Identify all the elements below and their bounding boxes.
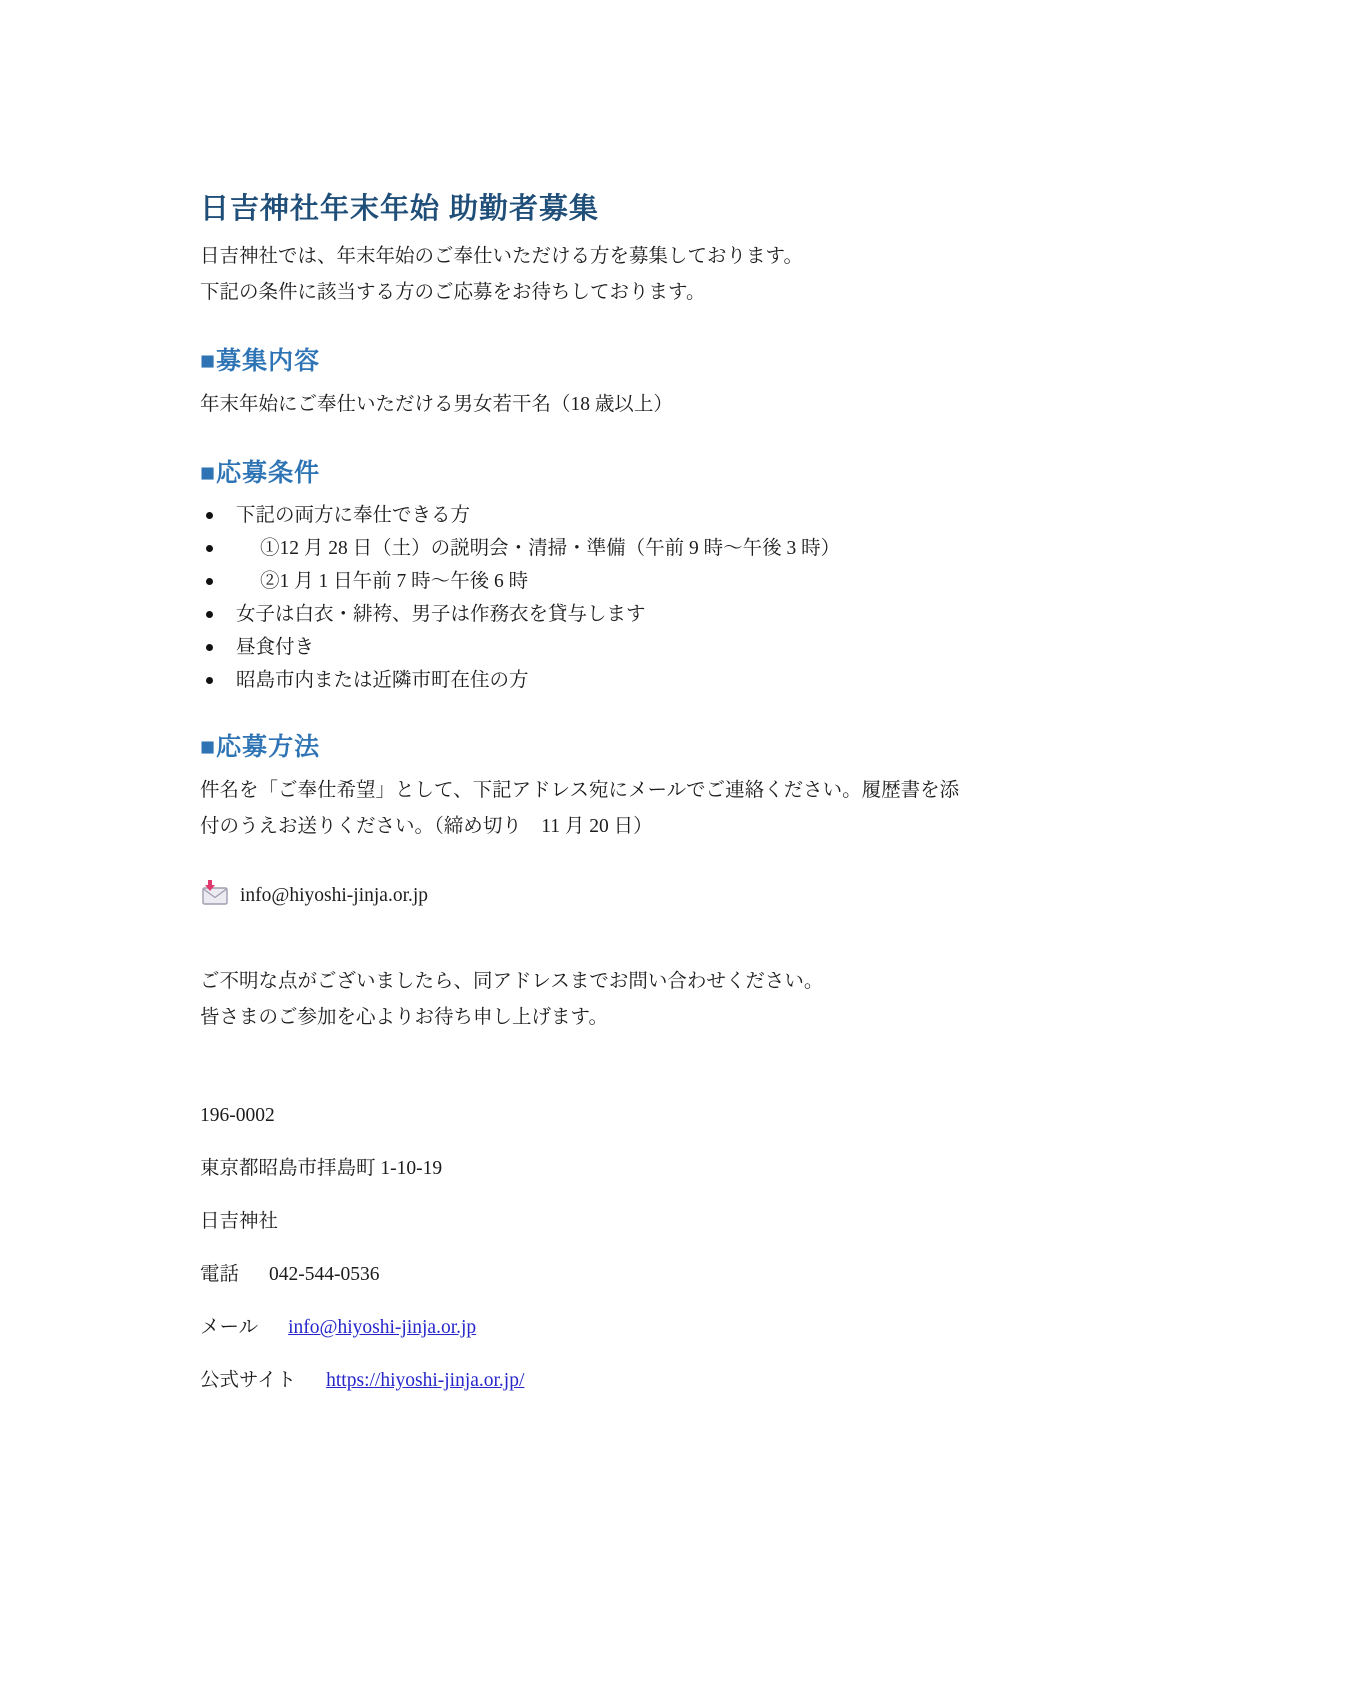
- list-item: [200, 565, 1180, 598]
- closing-line-1: ご不明な点がございましたら、同アドレスまでお問い合わせください。: [200, 971, 824, 992]
- bullet-icon: [206, 578, 213, 585]
- bullet-icon: [206, 545, 213, 552]
- list-item-text: 下記の両方に奉仕できる方: [236, 505, 471, 526]
- bullet-icon: [206, 611, 213, 618]
- contact-block: [200, 1102, 1180, 1394]
- apply-body-line-1: 件名を「ご奉仕希望」として、下記アドレス宛にメールでご連絡ください。履歴書を添: [200, 780, 960, 801]
- apply-body-line-2: 付のうえお送りください。（締め切り 11 月 20 日）: [200, 816, 653, 837]
- list-item: [200, 598, 1180, 631]
- shrine-name: 日吉神社: [200, 1211, 279, 1232]
- incoming-mail-icon: [200, 879, 230, 912]
- postal-code: 196-0002: [200, 1105, 275, 1126]
- email-link[interactable]: info@hiyoshi-jinja.or.jp: [288, 1317, 477, 1338]
- list-item-text: 昼食付き: [236, 637, 315, 658]
- address: 東京都昭島市拝島町 1-10-19: [200, 1158, 443, 1179]
- list-item: [200, 532, 1180, 565]
- list-item-text: ②1 月 1 日午前 7 時～午後 6 時: [260, 571, 529, 592]
- email-address-row: [200, 879, 1180, 912]
- website-link[interactable]: https://hiyoshi-jinja.or.jp/: [326, 1370, 525, 1391]
- list-item: [200, 664, 1180, 697]
- bullet-icon: [206, 677, 213, 684]
- intro-line-2: 下記の条件に該当する方のご応募をお待ちしております。: [200, 282, 706, 303]
- bullet-icon: [206, 644, 213, 651]
- phone-number: 042-544-0536: [269, 1264, 380, 1285]
- heading-application-method: ■応募方法: [200, 733, 321, 761]
- phone-label: 電話: [200, 1264, 240, 1285]
- heading-recruit-content: ■募集内容: [200, 347, 321, 375]
- list-item-text: 昭島市内または近隣市町在住の方: [236, 670, 529, 691]
- email-row: [200, 1314, 1180, 1341]
- page-title: 日吉神社年末年始 助勤者募集: [200, 193, 600, 225]
- list-item-text: 女子は白衣・緋袴、男子は作務衣を貸与します: [236, 604, 646, 625]
- heading-application-conditions: ■応募条件: [200, 459, 321, 487]
- contact-email-top: info@hiyoshi-jinja.or.jp: [240, 884, 429, 906]
- conditions-list: [200, 499, 1180, 697]
- website-row: [200, 1367, 1180, 1394]
- list-item: [200, 499, 1180, 532]
- bullet-icon: [206, 512, 213, 519]
- phone-row: [200, 1261, 1180, 1288]
- recruit-body: 年末年始にご奉仕いただける男女若干名（18 歳以上）: [200, 394, 673, 415]
- list-item: [200, 631, 1180, 664]
- list-item-text: ①12 月 28 日（土）の説明会・清掃・準備（午前 9 時～午後 3 時）: [260, 538, 841, 559]
- website-label: 公式サイト: [200, 1370, 297, 1391]
- intro-line-1: 日吉神社では、年末年始のご奉仕いただける方を募集しております。: [200, 246, 803, 267]
- closing-line-2: 皆さまのご参加を心よりお待ち申し上げます。: [200, 1007, 608, 1028]
- email-label: メール: [200, 1317, 259, 1338]
- closing-block: [200, 964, 1180, 1036]
